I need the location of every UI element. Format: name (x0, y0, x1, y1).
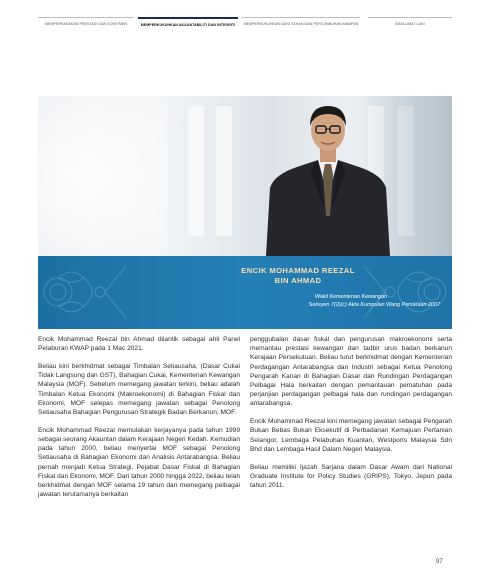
nav-tab-maklumat-lain[interactable]: MAKLUMAT LAIN (368, 17, 452, 29)
body-column-right (250, 335, 452, 499)
paragraph: penggubalan dasar fiskal dan pengurusan makroekonomi serta memantau prestasi kewangan dan tadbir urus badan berkanun Kerajaan Persekutuan. Beliau turut berkhidmat dengan Kementerian Perdagangan Antarabangsa dan Industri sebagai Ketua Penolong Pengarah Kanan di Bahagian Dasar dan Rundingan Perdagangan Pelbagai Hala berkaitan dengan pemantauan pematuhan pada perjanjian perdagangan pelbagai hala dan rundingan perdagangan antarabangsa. (250, 336, 452, 408)
paragraph: Encik Mohammad Reezal memulakan kerjayanya pada tahun 1999 sebagai seorang Akauntan dalam Kerajaan Negeri Kedah. Kemudian pada tahun 2000, beliau menyertai MOF sebagai Penolong Setiausaha di Bahagian Ekonomi dan Analisis Antarabangsa. Beliau pernah menjadi Ketua Strategi, Pejabat Dasar Fiskal di Bahagian Fiskal dan Ekonomi, MOF. Dari tahun 2000 hingga 2022, beliau telah berkhidmat dengan MOF selama 19 tahun dan memegang pelbagai jawatan terutamanya berkaitan (38, 426, 240, 499)
portrait-photo (38, 96, 452, 256)
nav-tab-akauntabiliti[interactable]: MEMPERKUKUHKAN AKAUNTABILITI DAN INTEGRITI (138, 17, 238, 29)
nav-tab-daya-tahan[interactable]: MEMPERKUKUHKAN DAYA TAHAN DAN PERTUMBUHAN MAMPAN (242, 17, 360, 29)
paragraph: Beliau kini berkhidmat sebagai Timbalan Setiausaha, (Dasar Cukai Tidak Langsung dan GST), Bahagian Cukai, Kementerian Kewangan Malaysia (MOF). Sebelum memegang jawatan terkini, beliau adalah Timbalan Ketua Ekonomi (Makroekonomi) di Bahagian Fiskal dan Ekonomi, MOF selepas memegang jawatan sebagai Penolong Setiausaha Bahagian Pengurusan Strategik Badan Berkanun, MOF. (38, 363, 240, 417)
paragraph: Beliau memiliki Ijazah Sarjana dalam Dasar Awam dari National Graduate Institute for Policy Studies (GRIPS), Tokyo, Jepun pada tahun 2011. (250, 463, 452, 490)
page-number: 97 (436, 559, 443, 565)
nav-tab-prestasi[interactable]: MEMPERKASAKAN PRESTASI DAN KOMITMEN (38, 17, 134, 29)
body-column-left (38, 335, 240, 508)
paragraph: Encik Mohammad Reezal kini memegang jawatan sebagai Pengarah Bukan Bebas Bukan Eksekutif di Perbadanan Kemajuan Pertanian Selangor, Lembaga Pelabuhan Kuantan, Westports Malaysia Sdn Bhd dan Lembaga Hasil Dalam Negeri Malaysia. (250, 418, 452, 453)
portrait-figure (38, 96, 452, 256)
paragraph: Encik Mohammad Reezal bin Ahmad dilantik sebagai ahli Panel Pelaburan KWAP pada 1 Mac 2021. (38, 336, 240, 353)
profile-name: ENCIK MOHAMMAD REEZAL BIN AHMAD (241, 266, 355, 285)
profile-role: Wakil Kementerian Kewangan Seksyen 7(2)(c) Akta Kumpulan Wang Persaraan 2007 (308, 294, 440, 308)
floral-ornament-left (38, 256, 128, 329)
section-nav (38, 17, 452, 29)
profile-band (38, 256, 452, 329)
